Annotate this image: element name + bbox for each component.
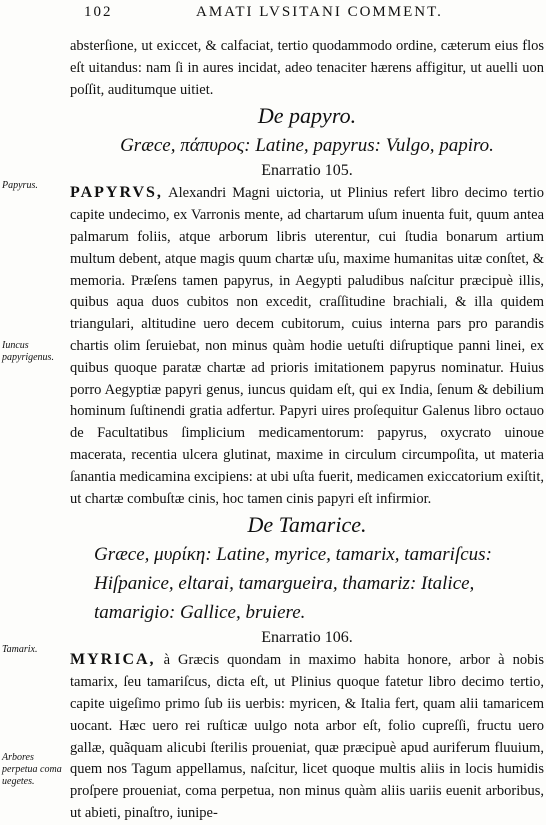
- margin-note-tamarix: Tamarix.: [2, 644, 38, 655]
- enarratio-105: Enarratio 105.: [261, 162, 353, 180]
- page-body: [70, 36, 544, 825]
- running-head: [84, 4, 544, 26]
- paragraph-myrica-text: à Græcis quondam in maximo habita honore, arbor à nobis tamarix, ſeu tamariſcus, dicta eſt, ut Plinius quoque fatetur libro decimo tertio, capite uigeſimo primo ſub iis uerbis: myricen, & Italia fert, quam alii tamaricem uocant. Hæc uero rei ruſticæ uulgo nota arbor eſt, folio cupreſſi, fructu uero gallæ, quãquam alicubi ſterilis proueniat, quæ præcipuè apud auriferum fluuium, quem nos Tagum appellamus, naſcitur, licet quoque multis aliis in locis humidis proſpere proueniat, coma perpetua, non minus quàm aliis uariis euenit arboribus, ut abieti, pinaſtro, iunipe-: [70, 652, 544, 821]
- running-title: AMATI LVSITANI COMMENT.: [196, 4, 443, 20]
- lead-word-papyrus: PAPYRVS,: [70, 184, 163, 202]
- intro-paragraph: absterſione, ut exiccet, & calfaciat, tertio quodammodo ordine, cæterum eius flos eſt uitandus: nam ſi in aures incidat, adeo tenaciter hærens affigitur, ut auelli uon poſſit, auditumque uitiet.: [70, 38, 544, 98]
- margin-note-iuncus: Iuncus papyrigenus.: [2, 340, 54, 363]
- paragraph-papyrus: [70, 182, 544, 510]
- paragraph-myrica: [70, 649, 544, 824]
- margin-note-arbores: Arbores perpetua coma uegetes.: [2, 752, 62, 787]
- section-heading-papyro: De papyro.: [257, 103, 357, 129]
- section-heading-tamarice: De Tamarice.: [247, 512, 367, 538]
- page-number: 102: [84, 4, 113, 20]
- names-line-tamarice: Græce, μυρίκη: Latine, myrice, tamarix, tamariſcus: Hiſpanice, eltarai, tamargueira, thamariz: Italice, tamarigio: Gallice, bruiere.: [94, 544, 492, 624]
- paragraph-papyrus-text: Alexandri Magni uictoria, ut Plinius refert libro decimo tertio capite undecimo, ex Varronis mente, ad chartarum uſum inuenta fuit, quum antea palmarum foliis, atque arborum libris uterentur, cui ſtudia bonarum artium multum debent, atque magis quum chartæ uſu, maxime humanitas uitæ conſtet, & memoria. Præſens tamen papyrus, in Aegypti paludibus naſcitur præcipuè illis, quibus aqua duos cubitos non excedit, craſſitudine brachiali, & illa quidem triangulari, altitudine uero decem cubitorum, cuius interna pars pro parandis chartis olim ſeruiebat, non minus quàm hodie uetuſti diſruptique panni linei, ex quibus quoque paratæ chartæ ad prioris imitationem papyrus nominatur. Huius porro Aegyptiæ papyri genus, iuncus quidam eſt, qui ex India, ſenum & debilium hominum ſuſtinendi gratia adfertur. Papyri uires proſequitur Galenus libro octauo de Facultatibus ſimplicium medicamentorum: papyrus, oxycrato uinoue macerata, recentia ulcera glutinat, maxime in circulum circumpoſita, ut materia ſanantia medicamina excipiens: at ubi uſta fuerit, medicamen exiccatorium exiſtit, ut chartæ combuſtæ cinis, hoc tamen cinis papyri eſt infirmior.: [70, 185, 544, 507]
- lead-word-myrica: MYRICA,: [70, 651, 156, 669]
- margin-note-papyrus: Papyrus.: [2, 180, 38, 191]
- names-line-papyro: Græce, πάπυρος: Latine, papyrus: Vulgo, papiro.: [120, 135, 494, 157]
- enarratio-106: Enarratio 106.: [261, 629, 353, 647]
